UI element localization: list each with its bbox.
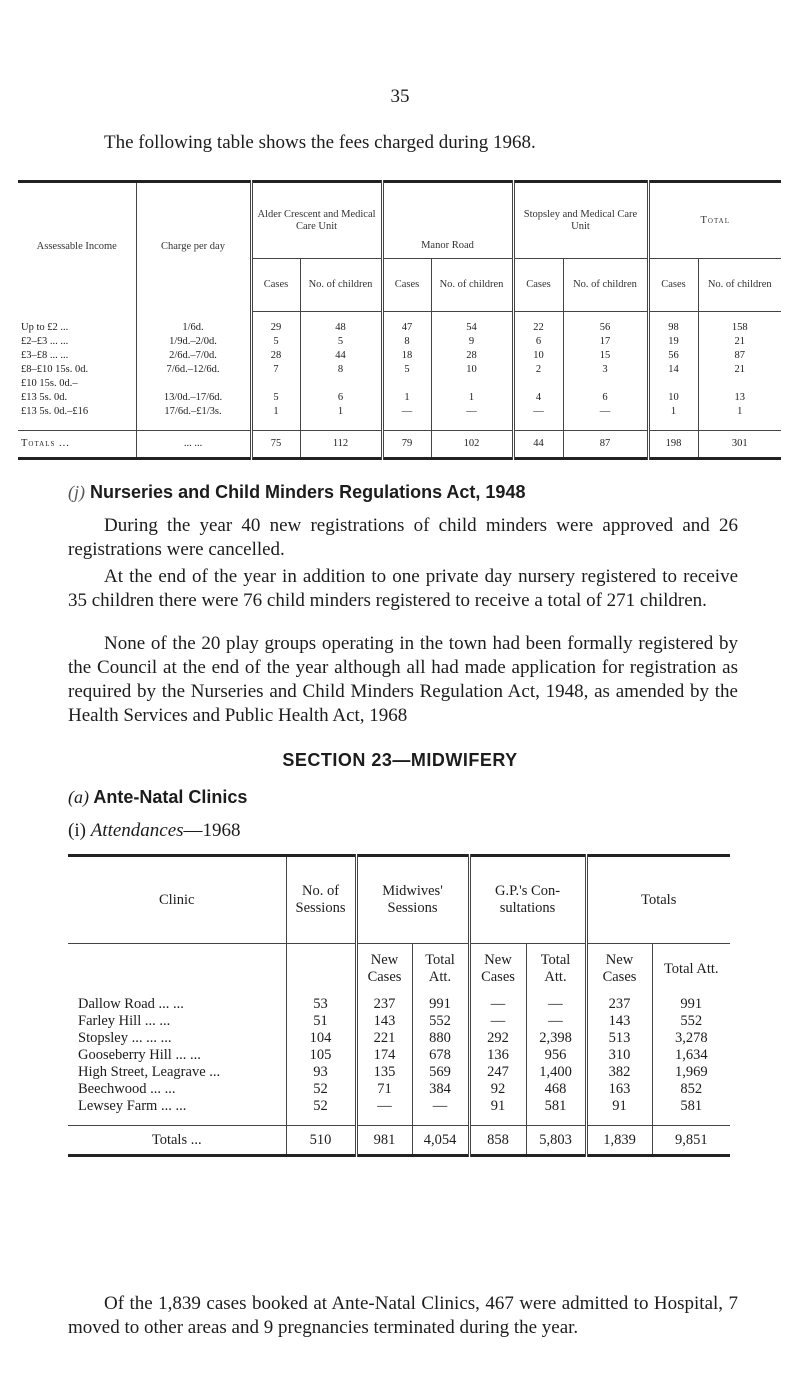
value-cell: 3,278: [652, 1030, 730, 1047]
value-cell: 18: [382, 349, 431, 363]
value-cell: 6: [513, 335, 563, 349]
section-23-title: SECTION 23—MIDWIFERY: [282, 750, 518, 770]
value-cell: 8: [382, 335, 431, 349]
value-cell: 53: [286, 994, 356, 1013]
sub-total-att: Total Att.: [526, 944, 586, 995]
charge-cell: 13/0d.–17/6d.: [136, 391, 251, 405]
value-cell: 135: [356, 1064, 412, 1081]
clinic-row: [68, 1064, 730, 1081]
clinic-row: [68, 1047, 730, 1064]
value-cell: —: [469, 994, 526, 1013]
value-cell: [431, 377, 513, 391]
value-cell: 2,398: [526, 1030, 586, 1047]
value-cell: 163: [586, 1081, 652, 1098]
value-cell: 56: [648, 349, 698, 363]
totals-dots: ... ...: [136, 431, 251, 459]
value-cell: 5: [251, 335, 300, 349]
group-totals: Totals: [586, 856, 730, 944]
charge-cell: 17/6d.–£1/3s.: [136, 405, 251, 431]
income-cell: £8–£10 15s. 0d.: [21, 364, 89, 375]
clinic-name-cell: Lewsey Farm ... ...: [78, 1098, 187, 1114]
value-cell: 1: [698, 405, 781, 431]
value-cell: 48: [300, 312, 382, 336]
value-cell: 1,400: [526, 1064, 586, 1081]
clinic-name-cell: Farley Hill ... ...: [78, 1013, 171, 1029]
value-cell: 237: [586, 994, 652, 1013]
value-cell: [648, 377, 698, 391]
value-cell: 52: [286, 1081, 356, 1098]
group-alder-crescent: Alder Crescent and Medical Care Unit: [251, 182, 382, 259]
sub-children: No. of children: [300, 259, 382, 312]
blank-cell: [68, 944, 286, 995]
col-sessions: No. of Sessions: [286, 856, 356, 944]
total-value: 858: [469, 1126, 526, 1156]
income-cell: £3–£8 ... ...: [21, 350, 69, 361]
sub-total-att: Total Att.: [652, 944, 730, 995]
total-value: 112: [300, 431, 382, 459]
col-assessable-income: Assessable Income: [36, 241, 117, 253]
section-j-heading: [68, 482, 525, 503]
value-cell: —: [563, 405, 648, 431]
total-value: 510: [286, 1126, 356, 1156]
group-manor-road: Manor Road: [382, 182, 513, 259]
value-cell: 54: [431, 312, 513, 336]
value-cell: 247: [469, 1064, 526, 1081]
clinics-body: [68, 994, 730, 1126]
value-cell: 87: [698, 349, 781, 363]
fees-totals-row: [18, 431, 781, 459]
total-value: 981: [356, 1126, 412, 1156]
income-cell: Up to £2 ...: [21, 321, 69, 333]
value-cell: 10: [431, 363, 513, 377]
value-cell: 569: [412, 1064, 469, 1081]
sub-i-label: (i): [68, 820, 86, 841]
value-cell: 5: [382, 363, 431, 377]
paragraph-child-minders: At the end of the year in addition to one private day nursery registered to receive 35 children there were 76 child minders registered to receive a total of 271 children.: [68, 566, 738, 611]
value-cell: 9: [431, 335, 513, 349]
value-cell: 15: [563, 349, 648, 363]
value-cell: 468: [526, 1081, 586, 1098]
value-cell: 1: [648, 405, 698, 431]
paragraph-registrations: During the year 40 new registrations of child minders were approved and 26 registrations were cancelled.: [68, 515, 738, 560]
value-cell: 29: [251, 312, 300, 336]
value-cell: 237: [356, 994, 412, 1013]
value-cell: 91: [586, 1098, 652, 1126]
sub-new-cases: New Cases: [586, 944, 652, 995]
value-cell: 581: [652, 1098, 730, 1126]
value-cell: 581: [526, 1098, 586, 1126]
total-value: 79: [382, 431, 431, 459]
clinic-row: [68, 1098, 730, 1126]
paragraph-play-groups: None of the 20 play groups operating in the town had been formally registered by the Council at the end of the year although all had made application for registration as required by the Nurseries and Child Minders Regulation Act, 1948, as amended by the Health Services and Public Health Act, 1968: [68, 633, 738, 726]
clinics-header-row: [68, 856, 730, 944]
value-cell: 51: [286, 1013, 356, 1030]
value-cell: 14: [648, 363, 698, 377]
fees-row: [18, 312, 781, 336]
fees-body: [18, 312, 781, 431]
value-cell: 8: [300, 363, 382, 377]
charge-cell: 2/6d.–7/0d.: [136, 349, 251, 363]
charge-cell: 7/6d.–12/6d.: [136, 363, 251, 377]
value-cell: [563, 377, 648, 391]
clinic-name-cell: Gooseberry Hill ... ...: [78, 1047, 201, 1063]
value-cell: 19: [648, 335, 698, 349]
group-gp-consultations: G.P.'s Con- sultations: [469, 856, 586, 944]
sub-total-att: Total Att.: [412, 944, 469, 995]
clinic-name-cell: Dallow Road ... ...: [78, 996, 184, 1012]
closing-paragraph: Of the 1,839 cases booked at Ante-Natal Clinics, 467 were admitted to Hospital, 7 moved to other areas and 9 pregnancies terminated during the year.: [68, 1293, 738, 1338]
sub-cases: Cases: [513, 259, 563, 312]
value-cell: 7: [251, 363, 300, 377]
value-cell: 221: [356, 1030, 412, 1047]
value-cell: 105: [286, 1047, 356, 1064]
value-cell: 678: [412, 1047, 469, 1064]
fees-row: [18, 363, 781, 377]
value-cell: 44: [300, 349, 382, 363]
intro-text: The following table shows the fees charged during 1968.: [104, 132, 536, 153]
clinic-row: [68, 1030, 730, 1047]
fees-row: [18, 405, 781, 431]
value-cell: 13: [698, 391, 781, 405]
clinic-row: [68, 1081, 730, 1098]
value-cell: 143: [586, 1013, 652, 1030]
clinic-name-cell: High Street, Leagrave ...: [78, 1064, 221, 1080]
sub-children: No. of children: [431, 259, 513, 312]
value-cell: —: [382, 405, 431, 431]
charge-cell: [136, 377, 251, 391]
income-cell: £13 5s. 0d.–£16: [21, 406, 89, 417]
value-cell: 93: [286, 1064, 356, 1081]
blank-cell: [286, 944, 356, 995]
section-j-title: Nurseries and Child Minders Regulations Act, 1948: [90, 482, 526, 502]
total-value: 87: [563, 431, 648, 459]
value-cell: 1: [382, 391, 431, 405]
value-cell: 384: [412, 1081, 469, 1098]
total-value: 198: [648, 431, 698, 459]
total-value: 4,054: [412, 1126, 469, 1156]
value-cell: 104: [286, 1030, 356, 1047]
totals-label: Totals ...: [18, 431, 136, 459]
sub-cases: Cases: [251, 259, 300, 312]
value-cell: 880: [412, 1030, 469, 1047]
sub-cases: Cases: [648, 259, 698, 312]
sub-a-label: (a): [68, 787, 89, 807]
page-number: 35: [390, 86, 410, 107]
value-cell: 552: [412, 1013, 469, 1030]
value-cell: [251, 377, 300, 391]
group-total: Total: [648, 182, 781, 259]
value-cell: [698, 377, 781, 391]
total-value: 75: [251, 431, 300, 459]
sub-children: No. of children: [698, 259, 781, 312]
value-cell: 17: [563, 335, 648, 349]
sub-new-cases: New Cases: [469, 944, 526, 995]
value-cell: 991: [412, 994, 469, 1013]
value-cell: 2: [513, 363, 563, 377]
fees-row: [18, 377, 781, 391]
value-cell: 28: [251, 349, 300, 363]
value-cell: 3: [563, 363, 648, 377]
value-cell: 71: [356, 1081, 412, 1098]
value-cell: 92: [469, 1081, 526, 1098]
value-cell: 6: [563, 391, 648, 405]
sub-i-title: Attendances: [90, 820, 184, 841]
col-charge-per-day: Charge per day: [136, 182, 251, 312]
value-cell: 1: [431, 391, 513, 405]
total-value: 301: [698, 431, 781, 459]
value-cell: 1: [251, 405, 300, 431]
group-stopsley: Stopsley and Medical Care Unit: [513, 182, 648, 259]
sub-cases: Cases: [382, 259, 431, 312]
sub-new-cases: New Cases: [356, 944, 412, 995]
value-cell: 158: [698, 312, 781, 336]
value-cell: —: [526, 1013, 586, 1030]
total-value: 44: [513, 431, 563, 459]
value-cell: 5: [300, 335, 382, 349]
value-cell: 552: [652, 1013, 730, 1030]
value-cell: 56: [563, 312, 648, 336]
value-cell: 1,634: [652, 1047, 730, 1064]
value-cell: 991: [652, 994, 730, 1013]
value-cell: —: [412, 1098, 469, 1126]
income-cell: £13 5s. 0d.: [21, 392, 68, 403]
value-cell: 310: [586, 1047, 652, 1064]
value-cell: 956: [526, 1047, 586, 1064]
sub-children: No. of children: [563, 259, 648, 312]
totals-label: Totals ...: [68, 1126, 286, 1156]
charge-cell: 1/6d.: [136, 312, 251, 336]
value-cell: —: [431, 405, 513, 431]
value-cell: 91: [469, 1098, 526, 1126]
value-cell: —: [513, 405, 563, 431]
clinic-row: [68, 994, 730, 1013]
value-cell: 52: [286, 1098, 356, 1126]
col-clinic: Clinic: [159, 891, 195, 908]
income-cell: £2–£3 ... ...: [21, 336, 69, 347]
value-cell: 28: [431, 349, 513, 363]
value-cell: 292: [469, 1030, 526, 1047]
value-cell: —: [526, 994, 586, 1013]
fees-row: [18, 335, 781, 349]
total-value: 1,839: [586, 1126, 652, 1156]
value-cell: —: [356, 1098, 412, 1126]
fees-row: [18, 349, 781, 363]
value-cell: 174: [356, 1047, 412, 1064]
fees-table: [18, 180, 781, 460]
value-cell: [382, 377, 431, 391]
ante-natal-heading: [68, 787, 247, 808]
income-cell: £10 15s. 0d.–: [21, 378, 78, 389]
clinics-subheader-row: [68, 944, 730, 995]
clinics-totals-row: [68, 1126, 730, 1156]
attendances-heading: [68, 820, 241, 842]
sub-a-title: Ante-Natal Clinics: [93, 787, 248, 807]
value-cell: 136: [469, 1047, 526, 1064]
fees-header-row: [18, 182, 781, 259]
group-midwives-sessions: Midwives' Sessions: [356, 856, 469, 944]
value-cell: 382: [586, 1064, 652, 1081]
value-cell: [300, 377, 382, 391]
value-cell: 1,969: [652, 1064, 730, 1081]
total-value: 5,803: [526, 1126, 586, 1156]
value-cell: 10: [513, 349, 563, 363]
value-cell: 143: [356, 1013, 412, 1030]
value-cell: 10: [648, 391, 698, 405]
value-cell: 5: [251, 391, 300, 405]
value-cell: 47: [382, 312, 431, 336]
value-cell: 22: [513, 312, 563, 336]
clinics-table: [68, 854, 730, 1157]
sub-i-year: —1968: [183, 820, 241, 841]
value-cell: [513, 377, 563, 391]
value-cell: 98: [648, 312, 698, 336]
clinic-row: [68, 1013, 730, 1030]
value-cell: 852: [652, 1081, 730, 1098]
value-cell: 513: [586, 1030, 652, 1047]
value-cell: —: [469, 1013, 526, 1030]
value-cell: 21: [698, 335, 781, 349]
clinic-name-cell: Beechwood ... ...: [78, 1081, 176, 1097]
value-cell: 21: [698, 363, 781, 377]
clinic-name-cell: Stopsley ... ... ...: [78, 1030, 172, 1046]
value-cell: 6: [300, 391, 382, 405]
total-value: 102: [431, 431, 513, 459]
charge-cell: 1/9d.–2/0d.: [136, 335, 251, 349]
value-cell: 1: [300, 405, 382, 431]
total-value: 9,851: [652, 1126, 730, 1156]
value-cell: 4: [513, 391, 563, 405]
fees-row: [18, 391, 781, 405]
section-j-label: (j): [68, 482, 85, 502]
